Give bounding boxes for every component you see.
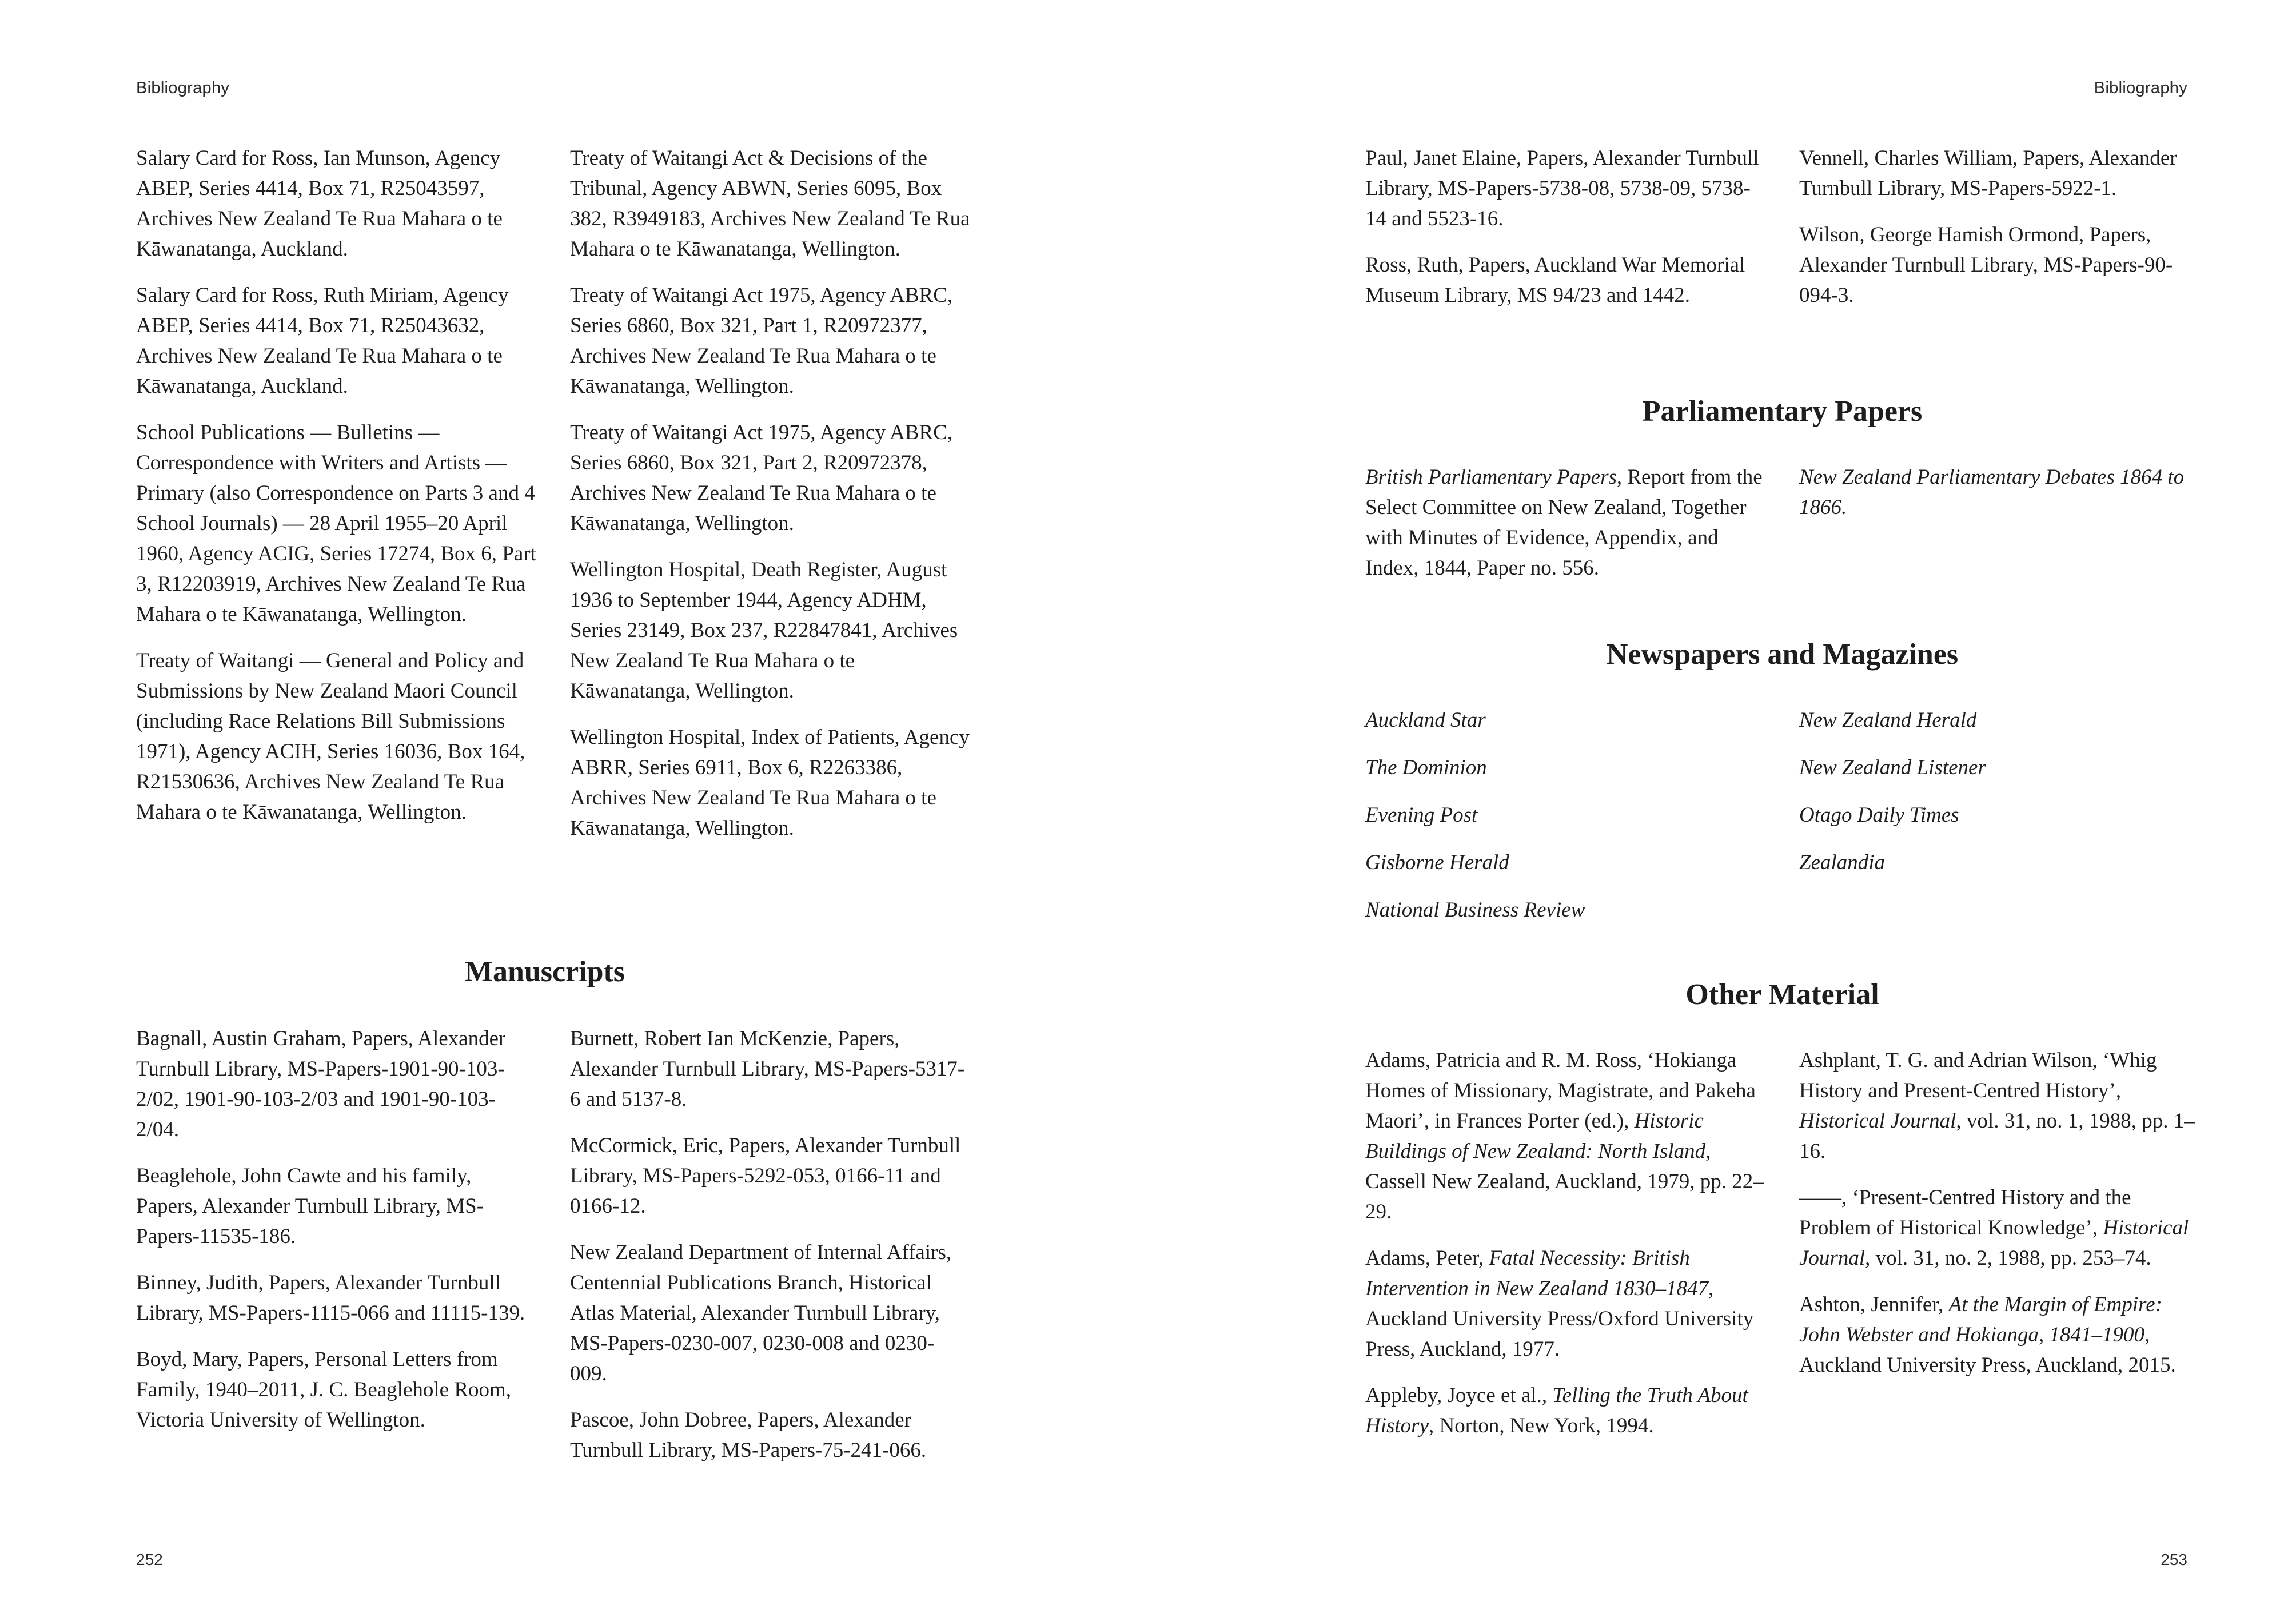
- section-heading-parliamentary-papers: Parliamentary Papers: [1642, 395, 1923, 428]
- bib-entry: Vennell, Charles William, Papers, Alexander Turnbull Library, MS-Papers-5922-1.: [1799, 146, 2177, 200]
- newspaper-title: [1799, 705, 2199, 735]
- bib-details: , Report from the Select Committee on New Zealand, Together with Minutes of Evidence, Appendix, and Index, 1844, Paper no. 556.: [1365, 465, 1763, 580]
- section-heading-manuscripts: Manuscripts: [464, 955, 625, 988]
- bib-entry: Ross, Ruth, Papers, Auckland War Memorial Museum Library, MS 94/23 and 1442.: [1365, 253, 1745, 307]
- bib-author: Appleby, Joyce et al.,: [1365, 1384, 1553, 1407]
- newspaper-title-text: New Zealand Herald: [1799, 708, 1977, 732]
- bib-entry: New Zealand Department of Internal Affairs, Centennial Publications Branch, Historical Atlas Material, Alexander Turnbull Library, MS-Papers-0230-007, 0230-008 and 0230-009.: [570, 1241, 952, 1385]
- bib-entry: Treaty of Waitangi — General and Policy and Submissions by New Zealand Maori Council (including Race Relations Bill Submissions 1971), Agency ACIH, Series 16036, Box 164, R21530636, Archives New Zealand Te Rua Mahara o te Kāwanatanga, Wellington.: [136, 649, 525, 824]
- page-number: 252: [136, 1551, 163, 1568]
- newspaper-title-text: Zealandia: [1799, 851, 1886, 874]
- newspaper-title: [1799, 752, 2199, 783]
- archives-column-2: [570, 143, 970, 859]
- newspaper-title: [1365, 800, 1765, 830]
- bib-entry: [1799, 1289, 2199, 1380]
- bib-entry: Binney, Judith, Papers, Alexander Turnbull Library, MS-Papers-1115-066 and 11115-139.: [136, 1271, 525, 1325]
- running-head: Bibliography: [2094, 79, 2187, 97]
- bib-author: Ashton, Jennifer,: [1799, 1293, 1949, 1316]
- bib-entry: [1365, 1045, 1765, 1227]
- bib-entry: Bagnall, Austin Graham, Papers, Alexander Turnbull Library, MS-Papers-1901-90-103-2/02, 1901-90-103-2/03 and 1901-90-103-2/04.: [136, 1027, 506, 1141]
- bib-details: , Auckland University Press/Oxford University Press, Auckland, 1977.: [1365, 1277, 1754, 1361]
- bib-title: Historic Buildings of New Zealand: North Island: [1365, 1109, 1706, 1163]
- bib-entry: School Publications — Bulletins — Correspondence with Writers and Artists — Primary (also Correspondence on Parts 3 and 4 School Journals) — 28 April 1955–20 April 1960, Agency ACIG, Series 17274, Box 6, Part 3, R12203919, Archives New Zealand Te Rua Mahara o te Kāwanatanga, Wellington.: [136, 421, 536, 626]
- bib-entry: [1799, 462, 2199, 523]
- newspaper-title: [1799, 800, 2199, 830]
- bib-title: British Parliamentary Papers: [1365, 465, 1617, 489]
- bib-entry: Treaty of Waitangi Act & Decisions of the Tribunal, Agency ABWN, Series 6095, Box 382, R3949183, Archives New Zealand Te Rua Mahara o te Kāwanatanga, Wellington.: [570, 146, 970, 261]
- bib-entry: Burnett, Robert Ian McKenzie, Papers, Alexander Turnbull Library, MS-Papers-5317-6 and 5137-8.: [570, 1027, 965, 1111]
- newspaper-title-text: Auckland Star: [1365, 708, 1486, 732]
- newspaper-title-text: New Zealand Listener: [1799, 756, 1986, 779]
- other-material-column-1: [1365, 1045, 1765, 1457]
- bib-author: ——, ‘Present-Centred History and the Problem of Historical Knowledge’,: [1799, 1186, 2131, 1240]
- parliamentary-column-2: [1799, 462, 2199, 539]
- newspapers-column-1: [1365, 705, 1765, 942]
- bib-entry: Treaty of Waitangi Act 1975, Agency ABRC, Series 6860, Box 321, Part 2, R20972378, Archives New Zealand Te Rua Mahara o te Kāwanatanga, Wellington.: [570, 421, 953, 535]
- bib-title: Telling the Truth About History: [1365, 1384, 1748, 1437]
- manuscripts-continued-column-1: [1365, 143, 1765, 326]
- bib-details: , Auckland University Press, Auckland, 2015.: [1799, 1323, 2176, 1377]
- bib-details: , Norton, New York, 1994.: [1429, 1414, 1654, 1437]
- bib-entry: Wellington Hospital, Death Register, August 1936 to September 1944, Agency ADHM, Series 23149, Box 237, R22847841, Archives New Zealand Te Rua Mahara o te Kāwanatanga, Wellington.: [570, 558, 958, 703]
- bib-entry: Paul, Janet Elaine, Papers, Alexander Turnbull Library, MS-Papers-5738-08, 5738-09, 5738-14 and 5523-16.: [1365, 146, 1759, 230]
- bib-title: Fatal Necessity: British Intervention in New Zealand 1830–1847: [1365, 1246, 1709, 1300]
- bib-author: Adams, Patricia and R. M. Ross, ‘Hokianga Homes of Missionary, Magistrate, and Pakeha Maori’, in Frances Porter (ed.),: [1365, 1049, 1756, 1133]
- newspaper-title-text: Otago Daily Times: [1799, 803, 1959, 827]
- bib-entry: [1799, 1182, 2199, 1273]
- archives-column-1: [136, 143, 536, 843]
- bib-entry: Treaty of Waitangi Act 1975, Agency ABRC, Series 6860, Box 321, Part 1, R20972377, Archives New Zealand Te Rua Mahara o te Kāwanatanga, Wellington.: [570, 284, 953, 398]
- parliamentary-column-1: [1365, 462, 1765, 599]
- newspaper-title-text: Gisborne Herald: [1365, 851, 1509, 874]
- manuscripts-continued-column-2: [1799, 143, 2199, 326]
- newspaper-title: [1365, 847, 1765, 878]
- manuscripts-column-2: [570, 1023, 970, 1481]
- bib-entry: [1799, 1045, 2199, 1166]
- newspaper-title-text: Evening Post: [1365, 803, 1478, 827]
- bib-entry: McCormick, Eric, Papers, Alexander Turnbull Library, MS-Papers-5292-053, 0166-11 and 0166-12.: [570, 1134, 961, 1218]
- bib-title: Historical Journal: [1799, 1109, 1956, 1133]
- bib-details: , vol. 31, no. 2, 1988, pp. 253–74.: [1865, 1246, 2151, 1270]
- section-heading-newspapers: Newspapers and Magazines: [1606, 638, 1959, 671]
- bib-author: Adams, Peter,: [1365, 1246, 1489, 1270]
- other-material-column-2: [1799, 1045, 2199, 1396]
- bib-entry: Boyd, Mary, Papers, Personal Letters from Family, 1940–2011, J. C. Beaglehole Room, Victoria University of Wellington.: [136, 1348, 512, 1432]
- newspaper-title: [1365, 895, 1765, 925]
- bib-entry: Wellington Hospital, Index of Patients, Agency ABRR, Series 6911, Box 6, R2263386, Archives New Zealand Te Rua Mahara o te Kāwanatanga, Wellington.: [570, 726, 970, 840]
- bib-entry: Wilson, George Hamish Ormond, Papers, Alexander Turnbull Library, MS-Papers-90-094-3.: [1799, 223, 2173, 307]
- newspapers-column-2: [1799, 705, 2199, 895]
- bib-entry: [1365, 1380, 1765, 1441]
- bib-entry: [1365, 1243, 1765, 1364]
- page-number: 253: [2161, 1551, 2187, 1568]
- bib-entry: Beaglehole, John Cawte and his family, Papers, Alexander Turnbull Library, MS-Papers-11535-186.: [136, 1164, 484, 1248]
- newspaper-title: [1365, 752, 1765, 783]
- bib-author: Ashplant, T. G. and Adrian Wilson, ‘Whig History and Present-Centred History’,: [1799, 1049, 2157, 1102]
- newspaper-title: [1365, 705, 1765, 735]
- bib-details: , vol. 31, no. 1, 1988, pp. 1–16.: [1799, 1109, 2195, 1163]
- bib-details: , Cassell New Zealand, Auckland, 1979, pp. 22–29.: [1365, 1140, 1764, 1224]
- section-heading-other-material: Other Material: [1685, 978, 1879, 1011]
- newspaper-title-text: National Business Review: [1365, 898, 1585, 922]
- bib-entry: Salary Card for Ross, Ian Munson, Agency ABEP, Series 4414, Box 71, R25043597, Archives New Zealand Te Rua Mahara o te Kāwanatanga, Auckland.: [136, 146, 503, 261]
- bib-title: At the Margin of Empire: John Webster and Hokianga, 1841–1900: [1799, 1293, 2162, 1347]
- bib-title: Historical Journal: [1799, 1216, 2189, 1270]
- running-head: Bibliography: [136, 79, 230, 97]
- manuscripts-column-1: [136, 1023, 536, 1451]
- bib-entry: Pascoe, John Dobree, Papers, Alexander Turnbull Library, MS-Papers-75-241-066.: [570, 1408, 927, 1462]
- right-page: [1148, 0, 2296, 1621]
- newspaper-title: [1799, 847, 2199, 878]
- newspaper-title-text: The Dominion: [1365, 756, 1487, 779]
- bib-entry: [1365, 462, 1765, 583]
- bib-entry: Salary Card for Ross, Ruth Miriam, Agency ABEP, Series 4414, Box 71, R25043632, Archives New Zealand Te Rua Mahara o te Kāwanatanga, Auckland.: [136, 284, 509, 398]
- bib-title: New Zealand Parliamentary Debates 1864 to 1866.: [1799, 465, 2185, 519]
